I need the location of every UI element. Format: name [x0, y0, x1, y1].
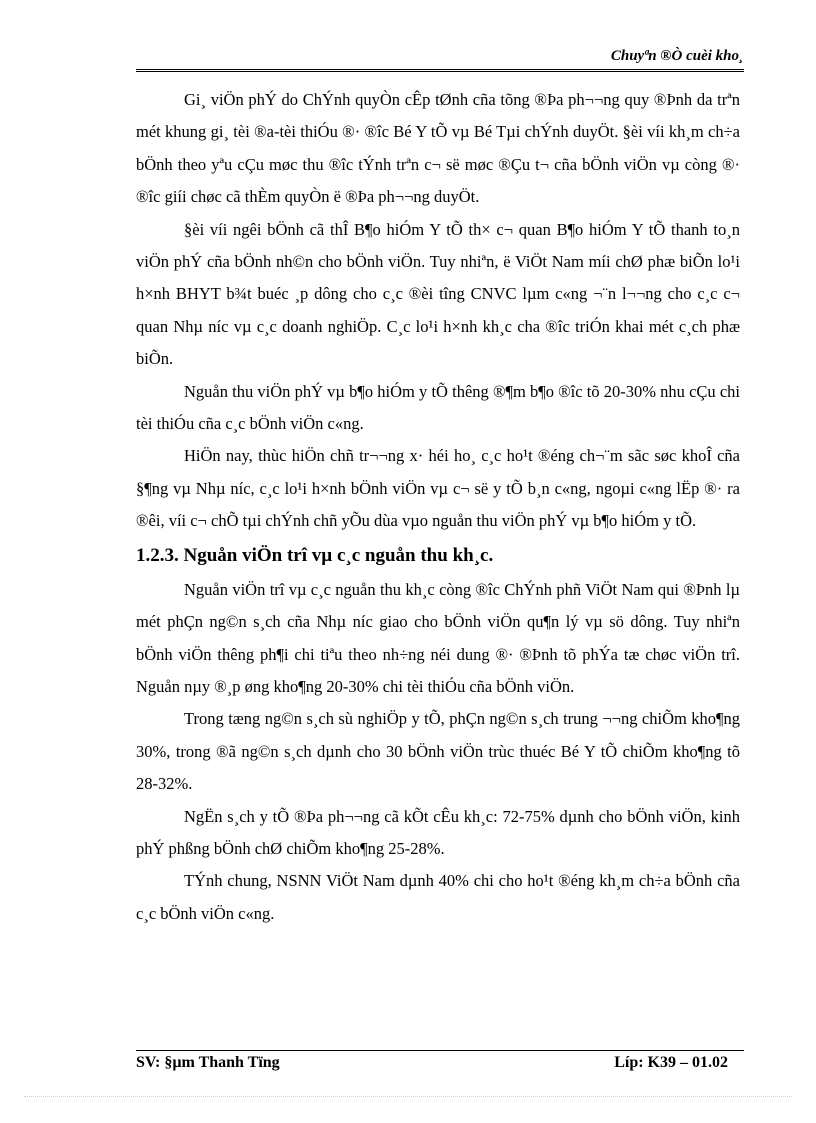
paragraph: Gi¸ viÖn phÝ do ChÝnh quyÒn cÊp tØnh cña tõng ®Þa ph¬¬ng quy ®Þnh da trªn mét khung gi¸ tèi ®a-tèi thiÓu ®· ®îc Bé Y tÕ vµ Bé Tµi chÝnh duyÖt. §èi víi kh¸m ch÷a bÖnh theo yªu cÇu møc thu ®îc tÝnh trªn c¬ së møc ®Çu t¬ cña bÖnh viÖn vµ còng ®· ®îc giíi chøc cã thÈm quyÒn ë ®Þa ph¬¬ng duyÖt.: [136, 90, 740, 207]
paragraph: Nguån viÖn trî vµ c¸c nguån thu kh¸c còng ®îc ChÝnh phñ ViÖt Nam qui ®Þnh lµ mét phÇn ng©n s¸ch cña Nhµ níc giao cho bÖnh viÖn qu¶n lý vµ sö dông. Tuy nhiªn bÖnh viÖn thêng ph¶i chi tiªu theo nh÷ng néi dung ®· ®Þnh tõ phÝa tæ chøc viÖn trî. Nguån nµy ®¸p øng kho¶ng 20-30% chi tèi thiÓu cña bÖnh viÖn.: [136, 579, 740, 696]
paragraph: Trong tæng ng©n s¸ch sù nghiÖp y tÕ, phÇn ng©n s¸ch trung ¬¬ng chiÕm kho¶ng 30%, trong ®ã ng©n s¸ch dµnh cho 30 bÖnh viÖn trùc thuéc Bé Y tÕ chiÕm kho¶ng tõ 28-32%.: [136, 709, 740, 794]
section-heading: 1.2.3. Nguån viÖn trî vµ c¸c nguån thu kh¸c.: [136, 544, 494, 566]
document-body: [136, 84, 740, 930]
paragraph: NgËn s¸ch y tÕ ®Þa ph¬¬ng cã kÕt cÊu kh¸c: 72-75% dµnh cho bÖnh viÖn, kinh phÝ phßng bÖnh chØ chiÕm kho¶ng 25-28%.: [136, 806, 740, 858]
header-rule-secondary: [136, 71, 744, 72]
footer-student-name: SV: §µm Thanh Tïng: [136, 1054, 280, 1071]
paragraph: §èi víi ngêi bÖnh cã thÎ B¶o hiÓm Y tÕ th× c¬ quan B¶o hiÓm Y tÕ thanh to¸n viÖn phÝ cña bÖnh nh©n cho bÖnh viÖn. Tuy nhiªn, ë ViÖt Nam míi chØ phæ biÕn lo¹i h×nh BHYT b¾t buéc ¸p dông cho c¸c ®èi tîng CNVC lµm c«ng ¬¨n l¬¬ng cho c¸c c¬ quan Nhµ níc vµ c¸c doanh nghiÖp. C¸c lo¹i h×nh kh¸c cha ®îc triÓn khai mét c¸ch phæ biÕn.: [136, 219, 740, 369]
header-title: Chuyªn ®Ò cuèi kho¸: [610, 48, 744, 64]
footer-rule: [136, 1050, 744, 1051]
paragraph: TÝnh chung, NSNN ViÖt Nam dµnh 40% chi cho ho¹t ®éng kh¸m ch÷a bÖnh cña c¸c bÖnh viÖn c«ng.: [136, 871, 740, 923]
footer-class-code: Líp: K39 – 01.02: [614, 1054, 728, 1071]
paragraph: Nguån thu viÖn phÝ vµ b¶o hiÓm y tÕ thêng ®¶m b¶o ®îc tõ 20-30% nhu cÇu chi tèi thiÓu cña c¸c bÖnh viÖn c«ng.: [136, 381, 740, 434]
page-edge-divider: [24, 1096, 792, 1097]
header-rule: [136, 69, 744, 70]
paragraph: HiÖn nay, thùc hiÖn chñ tr¬¬ng x· héi ho¸ c¸c ho¹t ®éng ch¬¨m sãc søc khoÎ cña §¶ng vµ Nhµ níc, c¸c lo¹i h×nh bÖnh viÖn vµ c¬ së y tÕ b¸n c«ng, ngoµi c«ng lËp ®· ra ®êi, víi c¬ chÕ tµi chÝnh chñ yÕu dùa vµo nguån thu viÖn phÝ vµ b¶o hiÓm y tÕ.: [136, 446, 740, 531]
